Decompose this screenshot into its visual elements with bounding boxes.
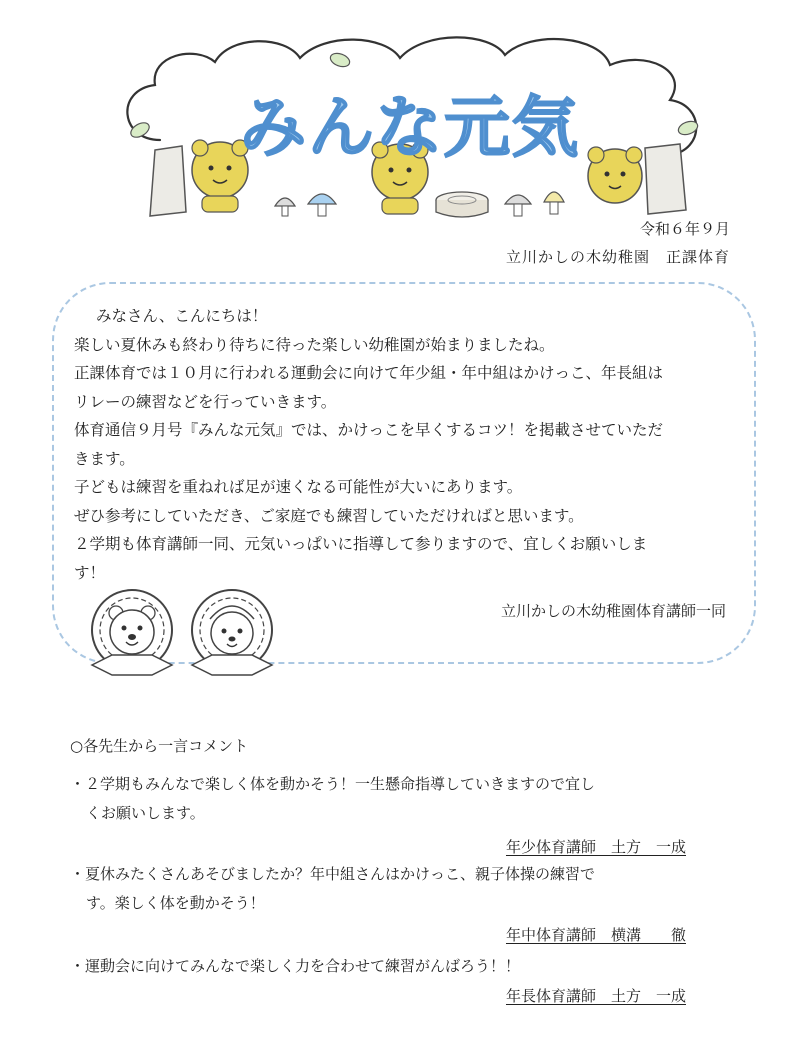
message-body — [74, 302, 754, 587]
message-line: きます。 — [74, 449, 135, 468]
message-line: 正課体育では１０月に行われる運動会に向けて年少組・年中組はかけっこ、年長組は — [74, 364, 664, 382]
teacher-signature: 年長体育講師 土方 一成 — [505, 987, 686, 1005]
comment-text: くお願いします。 — [86, 804, 205, 822]
comments-title: ○各先生から一言コメント — [70, 737, 249, 755]
message-line: ２学期も体育講師一同、元気いっぱいに指導して参りますので、宜しくお願いしま — [74, 535, 648, 553]
issue-date: 令和６年９月 — [639, 220, 730, 238]
school-name: 立川かしの木幼稚園 正課体育 — [505, 248, 730, 266]
greeting: みなさん、こんにちは！ — [96, 307, 268, 325]
mushroom-icon — [308, 194, 336, 216]
message-line: 楽しい夏休みも終わり待ちに待った楽しい幼稚園が始まりましたね。 — [74, 335, 555, 354]
message-line: 体育通信９月号『みんな元気』では、かけっこを早くするコツ！を掲載させていただ — [74, 421, 664, 439]
mushroom-icon — [544, 192, 564, 214]
message-signoff: 立川かしの木幼稚園体育講師一同 — [500, 602, 726, 620]
message-line: 子どもは練習を重ねれば足が速くなる可能性が大いにあります。 — [74, 478, 523, 496]
stump-icon — [436, 192, 488, 217]
comment-text: ・２学期もみんなで楽しく体を動かそう！一生懸命指導していきますので宜し — [70, 775, 596, 793]
mushroom-icon — [275, 198, 295, 216]
teacher-signature: 年中体育講師 横溝 徹 — [505, 926, 686, 944]
header-illustration — [100, 30, 720, 230]
message-line: ぜひ参考にしていただき、ご家庭でも練習していただければと思います。 — [74, 506, 584, 525]
mushroom-icon — [505, 195, 531, 216]
comment-text: ・運動会に向けてみんなで楽しく力を合わせて練習がんばろう！！ — [70, 957, 521, 975]
medal-illustration — [82, 585, 292, 685]
mouse-medal-icon — [192, 590, 272, 675]
leaf-icon — [329, 51, 352, 69]
message-line: リレーの練習などを行っていきます。 — [74, 392, 337, 411]
newsletter-title: みんな元気 — [240, 89, 580, 166]
teacher-signature: 年少体育講師 土方 一成 — [505, 838, 686, 856]
message-line: す！ — [74, 563, 106, 582]
comment-text: す。楽しく体を動かそう！ — [86, 894, 265, 912]
comment-text: ・夏休みたくさんあそびましたか？年中組さんはかけっこ、親子体操の練習で — [70, 865, 596, 883]
bear-medal-icon — [92, 590, 172, 675]
